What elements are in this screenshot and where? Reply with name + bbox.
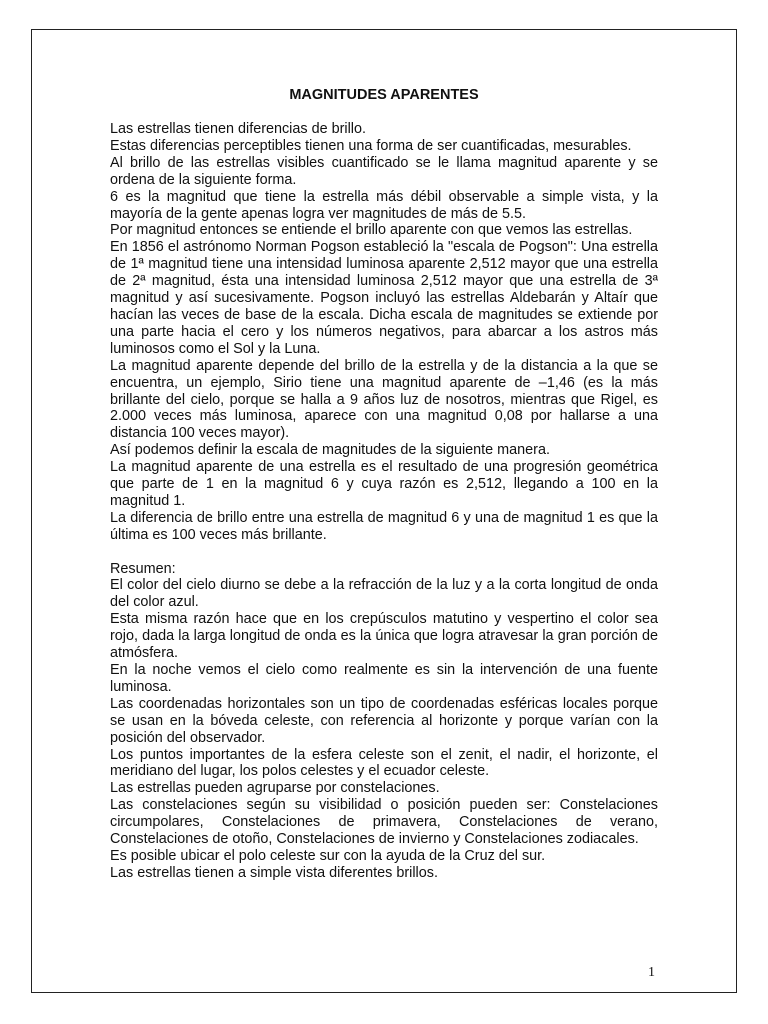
blank-line [110, 544, 658, 561]
paragraph: Las estrellas tienen diferencias de brillo. [110, 121, 366, 137]
summary-paragraph: El color del cielo diurno se debe a la refracción de la luz y a la corta longitud de onda del color azul. [110, 577, 658, 611]
document-title: MAGNITUDES APARENTES [289, 87, 479, 103]
paragraph: En 1856 el astrónomo Norman Pogson estableció la "escala de Pogson": Una estrella de 1ª magnitud tiene una intensidad luminosa aparente 2,512 mayor que una estrella de 2ª magnitud, ésta una intensidad luminosa 2,512 mayor que una estrella de 3ª magnitud y así sucesivamente. Pogson incluyó las estrellas Aldebarán y Altaír que hacían las veces de base de la escala. Dicha escala de magnitudes se extiende por una parte hacia el cero y los números negativos, para abarcar a los astros más luminosos como el Sol y la Luna. [110, 239, 658, 357]
summary-paragraph: Las estrellas pueden agruparse por constelaciones. [110, 780, 440, 797]
summary-paragraph: Los puntos importantes de la esfera celeste son el zenit, el nadir, el horizonte, el meridiano del lugar, los polos celestes y el ecuador celeste. [110, 746, 658, 780]
summary-paragraph: Las coordenadas horizontales son un tipo de coordenadas esféricas locales porque se usan en la bóveda celeste, con referencia al horizonte y porque varían con la posición del observador. [110, 695, 658, 746]
summary-paragraph: En la noche vemos el cielo como realmente es sin la intervención de una fuente luminosa. [110, 661, 658, 695]
summary-paragraph: Las estrellas tienen a simple vista diferentes brillos. [110, 864, 438, 881]
summary-paragraph: Esta misma razón hace que en los crepúsculos matutino y vespertino el color sea rojo, dada la larga longitud de onda es la única que logra atravesar la gran porción de atmósfera. [110, 611, 658, 662]
summary-paragraph: Es posible ubicar el polo celeste sur con la ayuda de la Cruz del sur. [110, 847, 546, 864]
paragraph: Al brillo de las estrellas visibles cuantificado se le llama magnitud aparente y se ordena de la siguiente forma. [110, 154, 658, 188]
paragraph: Así podemos definir la escala de magnitudes de la siguiente manera. [110, 442, 550, 459]
summary-paragraph: Las constelaciones según su visibilidad o posición pueden ser: Constelaciones circumpolares, Constelaciones de primavera, Constelaciones de verano, Constelaciones de otoño, Constelaciones de invierno y Constelaciones zodiacales. [110, 797, 658, 848]
paragraph: La magnitud aparente de una estrella es el resultado de una progresión geométrica que parte de 1 en la magnitud 6 y cuya razón es 2,512, llegando a 100 en la magnitud 1. [110, 459, 658, 509]
document-body [110, 121, 658, 882]
paragraph: Por magnitud entonces se entiende el brillo aparente con que vemos las estrellas. [110, 222, 633, 239]
page-number: 1 [648, 965, 655, 980]
page-frame [31, 29, 737, 993]
paragraph: Estas diferencias perceptibles tienen una forma de ser cuantificadas, mesurables. [110, 137, 632, 154]
paragraph: La diferencia de brillo entre una estrella de magnitud 6 y una de magnitud 1 es que la última es 100 veces más brillante. [110, 509, 658, 543]
summary-heading: Resumen: [110, 560, 176, 577]
paragraph: La magnitud aparente depende del brillo de la estrella y de la distancia a la que se encuentra, un ejemplo, Sirio tiene una magnitud aparente de –1,46 (es la más brillante del cielo, porque se halla a 9 años luz de nosotros, mientras que Rigel, es 2.000 veces más luminosa, aparece con una magnitud 0,08 por hallarse a una distancia 100 veces mayor). [110, 357, 658, 442]
paragraph: 6 es la magnitud que tiene la estrella más débil observable a simple vista, y la mayoría de la gente apenas logra ver magnitudes de más de 5.5. [110, 188, 658, 222]
